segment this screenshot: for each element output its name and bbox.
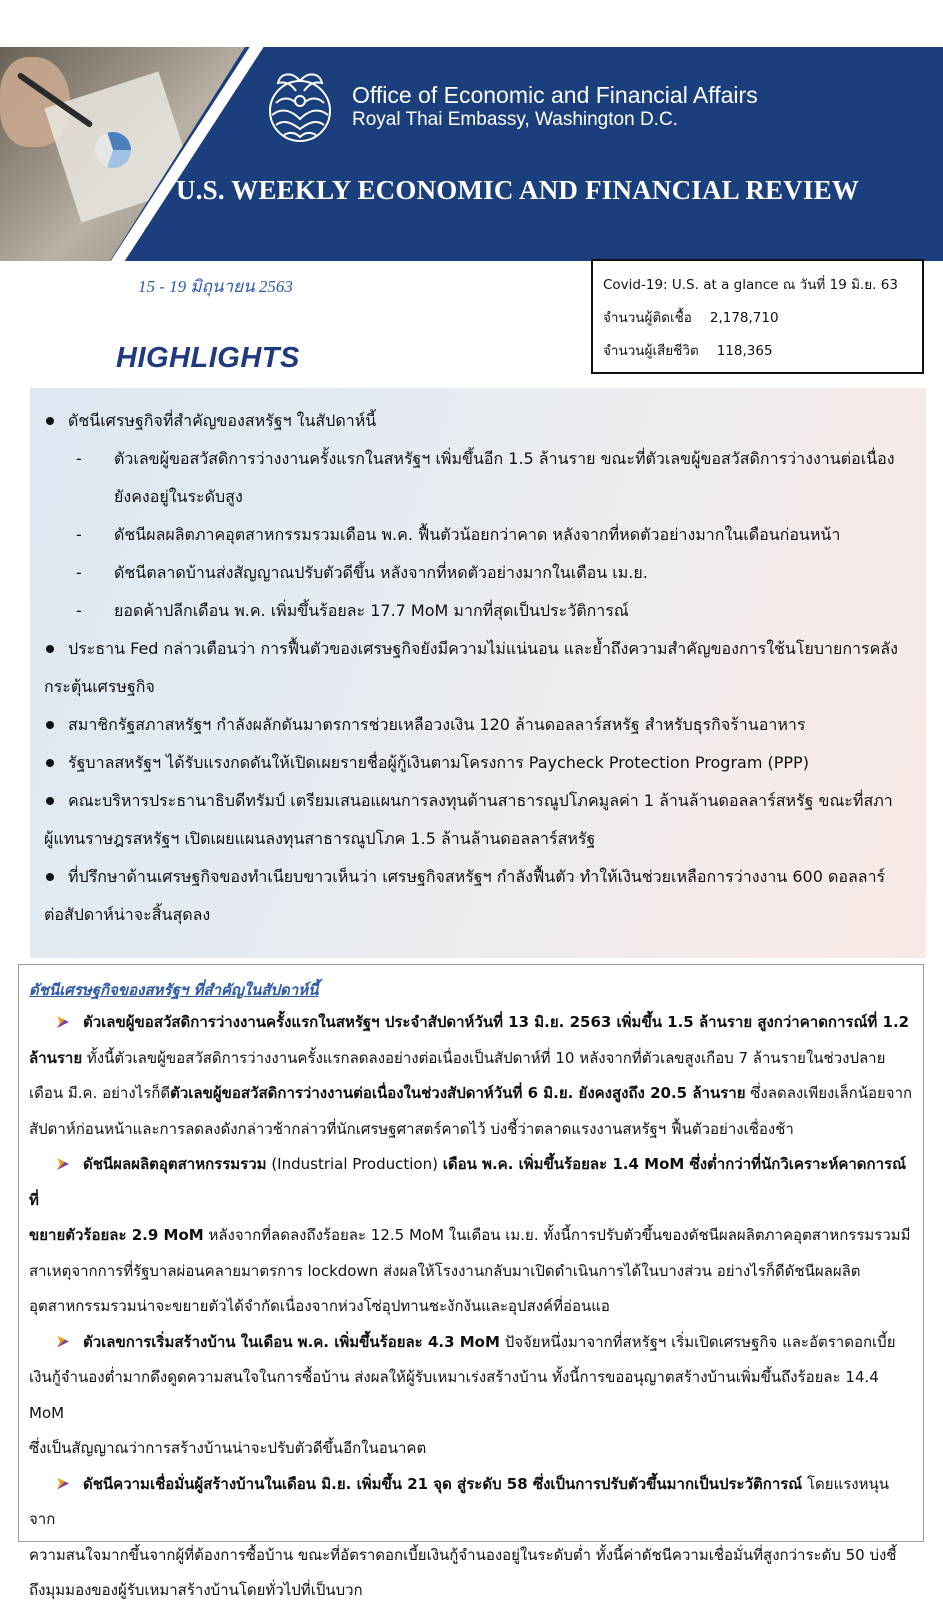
office-subtitle: Royal Thai Embassy, Washington D.C.: [352, 109, 678, 130]
indicator-paragraph-industrial-production: ดัชนีผลผลิตอุตสาหกรรมรวม (Industrial Production) เดือน พ.ค. เพิ่มขึ้นร้อยละ 1.4 MoM ซึ่งต่ำกว่าที่นักวิเคราะห์คาดการณ์ที่ ขยายตัวร้อยละ 2.9 MoM หลังจากที่ลดลงถึงร้อยละ 12.5 MoM ในเดือน เม.ย. ทั้งนี้การปรับตัวขึ้นของดัชนีผลผลิตภาคอุตสาหกรรมรวมมี สาเหตุจากการที่รัฐบาลผ่อนคลายมาตรการ lockdown ส่งผลให้โรงงานกลับมาเปิดดำเนินการได้ในบางส่วน อย่างไรก็ดีดัชนีผลผลิต อุตสาหกรรมรวมน่าจะขยายตัวได้จำกัดเนื่องจากห่วงโซ่อุปทานชะงักงันและอุปสงค์ที่อ่อนแอ: [29, 1155, 911, 1315]
covid-cases-label: จำนวนผู้ติดเชื้อ: [603, 310, 692, 326]
covid-deaths-label: จำนวนผู้เสียชีวิต: [603, 343, 699, 359]
arrow-bullet-icon: [57, 1336, 69, 1348]
highlight-subitem: - ยอดค้าปลีกเดือน พ.ค. เพิ่มขึ้นร้อยละ 17.7 MoM มากที่สุดเป็นประวัติการณ์: [44, 592, 900, 630]
highlight-item-continuation: ผู้แทนราษฎรสหรัฐฯ เปิดเผยแผนลงทุนสาธารณูปโภค 1.5 ล้านล้านดอลลาร์สหรัฐ: [44, 829, 596, 848]
indicator-paragraph-housing-starts: ตัวเลขการเริ่มสร้างบ้าน ในเดือน พ.ค. เพิ่มขึ้นร้อยละ 4.3 MoM ปัจจัยหนึ่งมาจากที่สหรัฐฯ เริ่มเปิดเศรษฐกิจ และอัตราดอกเบี้ย เงินกู้จำนองต่ำมากดึงดูดความสนใจในการซื้อบ้าน ส่งผลให้ผู้รับเหมาเร่งสร้างบ้าน ทั้งนี้การขออนุญาตสร้างบ้านเพิ่มขึ้นถึงร้อยละ 14.4 MoM ซึ่งเป็นสัญญาณว่าการสร้างบ้านน่าจะปรับตัวดีขึ้นอีกในอนาคต: [29, 1332, 896, 1457]
indicator-paragraph-builder-confidence: ดัชนีความเชื่อมั่นผู้สร้างบ้านในเดือน มิ.ย. เพิ่มขึ้น 21 จุด สู่ระดับ 58 ซึ่งเป็นการปรับตัวขึ้นมากเป็นประวัติการณ์ โดยแรงหนุนจาก ความสนใจมากขึ้นจากผู้ที่ต้องการซื้อบ้าน ขณะที่อัตราดอกเบี้ยเงินกู้จำนองอยู่ในระดับต่ำ ทั้งนี้ค่าดัชนีความเชื่อมั่นที่สูงกว่าระดับ 50 บ่งชี้ ถึงมุมมองของผู้รับเหมาสร้างบ้านโดยทั่วไปที่เป็นบวก: [29, 1474, 897, 1599]
highlight-item: คณะบริหารประธานาธิบดีทรัมป์ เตรียมเสนอแผนการลงทุนด้านสาธารณูปโภคมูลค่า 1 ล้านล้านดอลลาร์สหรัฐ ขณะที่สภา: [44, 782, 900, 820]
highlight-item: ดัชนีเศรษฐกิจที่สำคัญของสหรัฐฯ ในสัปดาห์นี้: [44, 402, 900, 440]
covid-cases-row: [603, 302, 912, 335]
indicators-box: [18, 964, 924, 1599]
arrow-bullet-icon: [57, 1016, 69, 1028]
highlights-box: [30, 388, 926, 958]
highlight-item: ประธาน Fed กล่าวเตือนว่า การฟื้นตัวของเศรษฐกิจยังมีความไม่แน่นอน และย้ำถึงความสำคัญของการใช้นโยบายการคลัง: [44, 630, 900, 668]
report-date: 15 - 19 มิถุนายน 2563: [138, 277, 293, 296]
covid-title: Covid-19: U.S. at a glance ณ วันที่ 19 มิ.ย. 63: [603, 277, 898, 293]
covid-summary-box: [591, 259, 924, 374]
indicator-paragraph-jobless-claims: ตัวเลขผู้ขอสวัสดิการว่างงานครั้งแรกในสหรัฐฯ ประจำสัปดาห์วันที่ 13 มิ.ย. 2563 เพิ่มขึ้น 1.5 ล้านราย สูงกว่าคาดการณ์ที่ 1.2 ล้านราย ทั้งนี้ตัวเลขผู้ขอสวัสดิการว่างงานครั้งแรกลดลงอย่างต่อเนื่องเป็นสัปดาห์ที่ 10 หลังจากที่ตัวเลขสูงเกือบ 7 ล้านรายในช่วงปลาย เดือน มี.ค. อย่างไรก็ดีตัวเลขผู้ขอสวัสดิการว่างงานต่อเนื่องในช่วงสัปดาห์วันที่ 6 มิ.ย. ยังคงสูงถึง 20.5 ล้านราย ซึ่งลดลงเพียงเล็กน้อยจาก สัปดาห์ก่อนหน้าและการลดลงดังกล่าวช้ากล่าวที่นักเศรษฐศาสตร์คาดไว้ บ่งชี้ว่าตลาดแรงงานสหรัฐฯ ฟื้นตัวอย่างเชื่องช้า: [29, 1013, 913, 1138]
arrow-bullet-icon: [57, 1158, 69, 1170]
office-title: Office of Economic and Financial Affairs: [352, 82, 758, 108]
highlight-item: รัฐบาลสหรัฐฯ ได้รับแรงกดดันให้เปิดเผยรายชื่อผู้กู้เงินตามโครงการ Paycheck Protection Program (PPP): [44, 744, 900, 782]
covid-deaths-row: [603, 335, 912, 368]
highlight-subitem: - ตัวเลขผู้ขอสวัสดิการว่างงานครั้งแรกในสหรัฐฯ เพิ่มขึ้นอีก 1.5 ล้านราย ขณะที่ตัวเลขผู้ขอสวัสดิการว่างงานต่อเนื่อง ยังคงอยู่ในระดับสูง: [44, 440, 900, 516]
indicators-heading: ดัชนีเศรษฐกิจของสหรัฐฯ ที่สำคัญในสัปดาห์นี้: [29, 981, 319, 999]
covid-deaths-value: 118,365: [716, 343, 773, 359]
highlight-item: ที่ปรึกษาด้านเศรษฐกิจของทำเนียบขาวเห็นว่า เศรษฐกิจสหรัฐฯ กำลังฟื้นตัว ทำให้เงินช่วยเหลือการว่างงาน 600 ดอลลาร์: [44, 858, 900, 896]
header-banner: [0, 47, 943, 261]
highlight-subitem: - ดัชนีตลาดบ้านส่งสัญญาณปรับตัวดีขึ้น หลังจากที่หดตัวอย่างมากในเดือน เม.ย.: [44, 554, 900, 592]
covid-cases-value: 2,178,710: [709, 310, 779, 326]
highlight-item-continuation: ต่อสัปดาห์น่าจะสิ้นสุดลง: [44, 905, 211, 924]
highlight-item: สมาชิกรัฐสภาสหรัฐฯ กำลังผลักดันมาตรการช่วยเหลือวงเงิน 120 ล้านดอลลาร์สหรัฐ สำหรับธุรกิจร้านอาหาร: [44, 706, 900, 744]
arrow-bullet-icon: [57, 1478, 69, 1490]
highlight-item-continuation: กระตุ้นเศรษฐกิจ: [44, 677, 155, 696]
highlights-title: HIGHLIGHTS: [116, 342, 300, 374]
review-title: U.S. WEEKLY ECONOMIC AND FINANCIAL REVIEW: [176, 175, 860, 205]
highlight-subitem: - ดัชนีผลผลิตภาคอุตสาหกรรมรวมเดือน พ.ค. ฟื้นตัวน้อยกว่าคาด หลังจากที่หดตัวอย่างมากในเดือนก่อนหน้า: [44, 516, 900, 554]
garuda-seal-icon: [262, 67, 338, 145]
